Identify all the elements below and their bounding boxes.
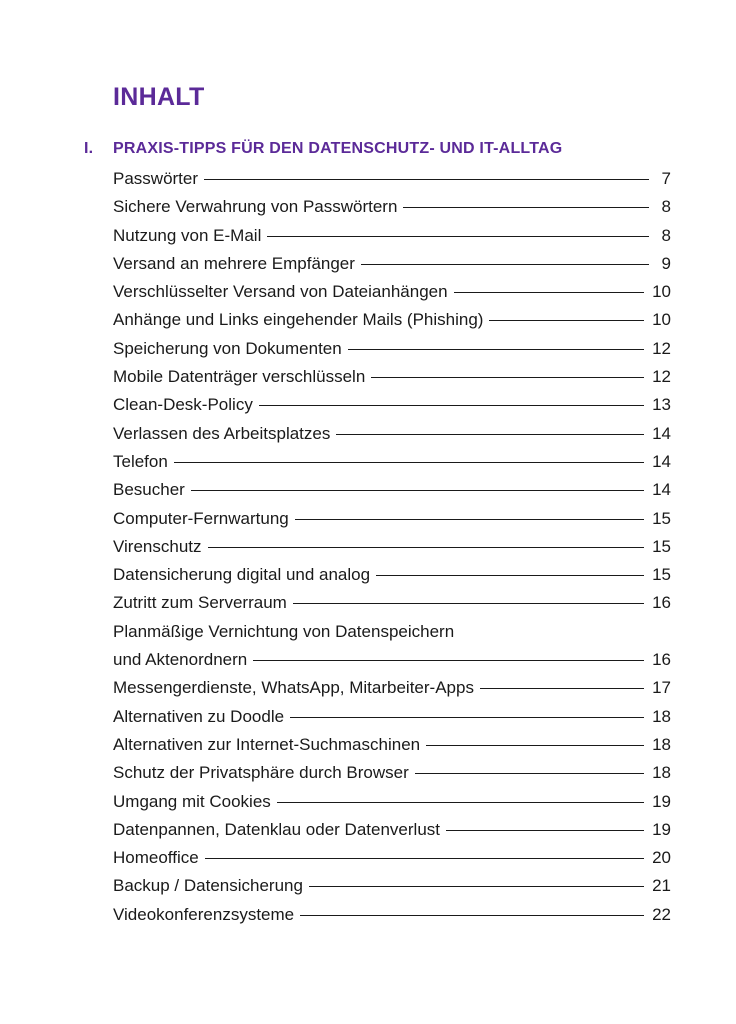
toc-entry-page-number: 18: [652, 706, 671, 726]
toc-entry-title: Virenschutz: [113, 536, 202, 556]
toc-entry-page-number: 19: [652, 819, 671, 839]
toc-entry: [113, 533, 671, 561]
toc-entry-title: Verlassen des Arbeitsplatzes: [113, 423, 331, 443]
toc-entry-title: Computer-Fernwartung: [113, 508, 289, 528]
toc-entry-title: Messengerdienste, WhatsApp, Mitarbeiter-Apps: [113, 678, 474, 698]
leader-line: [336, 434, 644, 435]
leader-line: [259, 405, 644, 406]
toc-entry-title: Nutzung von E-Mail: [113, 225, 262, 245]
toc-entry-page-number: 14: [652, 423, 671, 443]
leader-line: [293, 603, 644, 604]
toc-entry: [113, 476, 671, 504]
toc-entry-page-number: 15: [652, 536, 671, 556]
toc-entry: [113, 731, 671, 759]
toc-entry: [113, 505, 671, 533]
toc-entry-title: und Aktenordnern: [113, 650, 248, 670]
leader-line: [489, 320, 644, 321]
toc-entry-page-number: 10: [652, 282, 671, 302]
toc-entry: [113, 278, 671, 306]
toc-entry-title: Clean-Desk-Policy: [113, 395, 253, 415]
toc-entry-title: Datenpannen, Datenklau oder Datenverlust: [113, 819, 440, 839]
toc-entry-page-number: 13: [652, 395, 671, 415]
toc-entry-page-number: 19: [652, 791, 671, 811]
leader-line: [361, 264, 649, 265]
toc-entry-title: Besucher: [113, 480, 185, 500]
toc-entry-title: Schutz der Privatsphäre durch Browser: [113, 763, 409, 783]
leader-line: [426, 745, 644, 746]
toc-entry-page-number: 8: [661, 197, 671, 217]
toc-entry: [113, 561, 671, 589]
toc-entry-title: Sichere Verwahrung von Passwörtern: [113, 197, 398, 217]
toc-entry-title: Videokonferenzsysteme: [113, 904, 295, 924]
toc-entry-title: Datensicherung digital und analog: [113, 565, 371, 585]
toc-entry: [113, 703, 671, 731]
toc-entry: [113, 193, 671, 221]
toc-entry-page-number: 12: [652, 367, 671, 387]
toc-entry: [113, 816, 671, 844]
section-number: I.: [84, 140, 94, 157]
toc-entry-title: Homeoffice: [113, 848, 199, 868]
leader-line: [446, 830, 644, 831]
toc-entry: [113, 618, 671, 675]
toc-entry: [113, 674, 671, 702]
toc-entry: [113, 759, 671, 787]
toc-entry-title: Backup / Datensicherung: [113, 876, 303, 896]
leader-line: [415, 773, 644, 774]
toc-entry-page-number: 18: [652, 763, 671, 783]
toc-entry-page-number: 15: [652, 508, 671, 528]
leader-line: [208, 547, 645, 548]
toc-entry-title-line1: Planmäßige Vernichtung von Datenspeichern: [113, 621, 455, 641]
leader-line: [376, 575, 644, 576]
toc-entry-title: Zutritt zum Serverraum: [113, 593, 287, 613]
toc-entry-title: Telefon: [113, 451, 168, 471]
toc-entry-page-number: 17: [652, 678, 671, 698]
toc-entry-page-number: 14: [652, 451, 671, 471]
toc-entry: [113, 391, 671, 419]
toc-entry-title: Verschlüsselter Versand von Dateianhängen: [113, 282, 448, 302]
toc-entry-title: Alternativen zu Doodle: [113, 706, 285, 726]
toc-entry-title: Anhänge und Links eingehender Mails (Phishing): [113, 310, 484, 330]
leader-line: [204, 179, 649, 180]
toc-entry-page-number: 12: [652, 338, 671, 358]
toc-entry: [113, 335, 671, 363]
page-title: INHALT: [113, 83, 205, 111]
toc-entry-page-number: 9: [661, 253, 671, 273]
leader-line: [295, 519, 644, 520]
toc-entry-page-number: 14: [652, 480, 671, 500]
leader-line: [174, 462, 644, 463]
leader-line: [290, 717, 644, 718]
toc-entry-page-number: 16: [652, 593, 671, 613]
toc-entry-title: Mobile Datenträger verschlüsseln: [113, 367, 366, 387]
leader-line: [403, 207, 649, 208]
section-title: PRAXIS-TIPPS FÜR DEN DATENSCHUTZ- UND IT-ALLTAG: [113, 140, 563, 157]
toc-entry-title: Passwörter: [113, 169, 199, 188]
leader-line: [454, 292, 645, 293]
toc-entry-page-number: 16: [652, 650, 671, 670]
leader-line: [309, 886, 644, 887]
toc-entry-title: Umgang mit Cookies: [113, 791, 271, 811]
toc-entry: [113, 448, 671, 476]
toc-entry: [113, 788, 671, 816]
toc-entry: [113, 872, 671, 900]
toc-entry: [113, 844, 671, 872]
toc-entry-title: Alternativen zur Internet-Suchmaschinen: [113, 734, 421, 754]
toc-entry-page-number: 10: [652, 310, 671, 330]
toc-entry-page-number: 21: [652, 876, 671, 896]
toc-entry-page-number: 15: [652, 565, 671, 585]
toc-entry-page-number: 7: [661, 169, 671, 188]
leader-line: [371, 377, 644, 378]
toc-entry: [113, 306, 671, 334]
leader-line: [267, 236, 649, 237]
leader-line: [253, 660, 644, 661]
toc-entry: [113, 363, 671, 391]
leader-line: [480, 688, 644, 689]
table-of-contents: [113, 165, 671, 929]
leader-line: [205, 858, 644, 859]
toc-entry: [113, 222, 671, 250]
toc-entry: [113, 901, 671, 929]
toc-entry-page-number: 18: [652, 734, 671, 754]
toc-entry: [113, 165, 671, 193]
leader-line: [277, 802, 644, 803]
leader-line: [191, 490, 644, 491]
toc-entry-title: Speicherung von Dokumenten: [113, 338, 342, 358]
toc-entry: [113, 420, 671, 448]
leader-line: [300, 915, 644, 916]
toc-entry-title: Versand an mehrere Empfänger: [113, 253, 355, 273]
toc-entry: [113, 250, 671, 278]
toc-entry-page-number: 22: [652, 904, 671, 924]
leader-line: [348, 349, 644, 350]
toc-entry: [113, 589, 671, 617]
toc-entry-page-number: 8: [661, 225, 671, 245]
section-heading: [84, 140, 684, 158]
toc-entry-page-number: 20: [652, 848, 671, 868]
